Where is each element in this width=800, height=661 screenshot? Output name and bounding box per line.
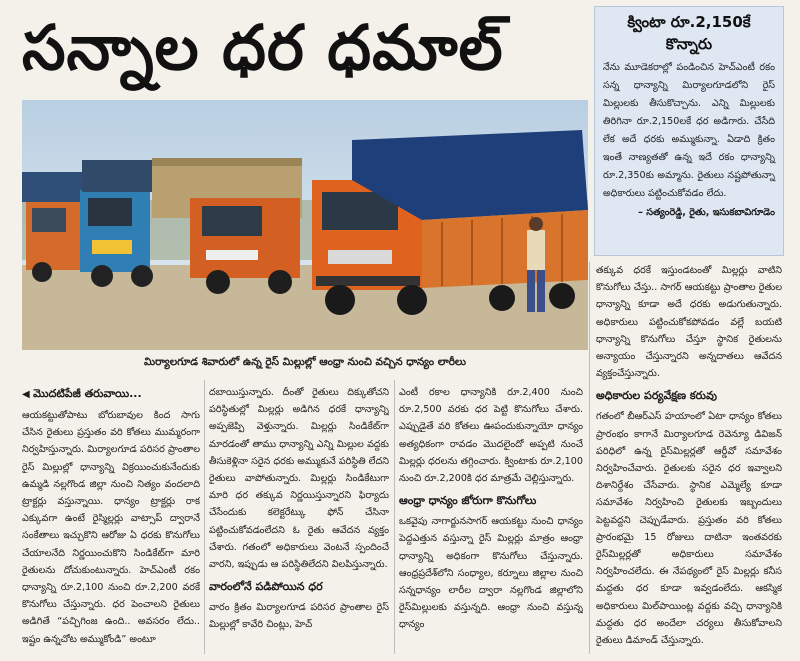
- column-3-paragraph-2: ఒకవైపు నాగార్జునసాగర్ ఆయకట్టు నుంచి ధాన్యం పెద్దఎత్తున వస్తున్నా రైస్ మిల్లర్లు మాత్రం ఆంధ్రా ధాన్యాన్ని అధికంగా కొనుగోలు చేస్తున్నారు. ఆంధ్రప్రదేశ్‌లోని సంధ్యాల, కర్నూలు జిల్లాల నుంచి సన్నధాన్యం లారీల ద్వారా నల్లగొండ జిల్లాలోని రైస్‌మిల్లులకు వస్తున్నది. ఆంధ్రా నుంచి వస్తున్న ధాన్యం: [399, 516, 583, 631]
- column-3-paragraph-1: ఎంటీ రకాల ధాన్యానికి రూ.2,400 నుంచి రూ.2,500 వరకు ధర పెట్టి కొనుగోలు చేశారు. ఎప్పుడైతే వరి కోతలు ఊపందుకున్నాయో ధాన్యం అత్యధికంగా రావడం మొదలైందో అప్పటి నుంచే మిల్లర్లు ధరలను తగ్గించారు. క్వింటాకు రూ.2,100 నుంచి రూ.2,200కి ధర మాత్రమే చెల్లిస్తున్నారు.: [399, 387, 583, 485]
- column-1-paragraph: ఆయకట్టుతోపాటు బోరుబావుల కింద సాగు చేసిన రైతులు ప్రస్తుతం వరి కోతలు ముమ్మరంగా నిర్వహిస్తున్నారు. మిర్యాలగూడ పరిసర ప్రాంతాల రైస్ మిల్లుల్లో ధాన్యాన్ని విక్రయించుకునేందుకు ఉమ్మడి నల్లగొండ జిల్లా నుంచి నిత్యం వందలాది ట్రాక్టర్లు వస్తున్నాయి. ధాన్యం ట్రాక్టర్లు రాక ఎక్కువగా ఉంటే రైస్మిల్లర్లు వాట్సాప్ ద్వారానే సంకేతాలు ఇచ్చుకొని ఆరోజు ఏ ధరకు కొనుగోలు చేయాలనేది నిర్ణయించుకొని సిండికేట్‌గా మారి రైతులను దోచుకుంటున్నారు. హెచ్ఎంటీ రకం ధాన్యాన్ని రూ.2,100 నుంచి రూ.2,200 వరకే కొనుగోలు చేస్తున్నారు. ధర పెంచాలని రైతులు అడిగితే “పచ్చిగింజ ఉంది.. అవసరం లేదు.. ఇష్టం ఉన్నచోట అమ్ముకోండి” అంటూ: [22, 410, 200, 645]
- arrow-icon: ◀: [22, 389, 34, 400]
- column-1-subheading: ◀ మొదటిపేజీ తరువాయి...: [22, 387, 142, 400]
- quote-signature: – సత్యంరెడ్డి, రైతు, ఇసుకబావిగూడెం: [638, 207, 775, 218]
- column-1: [22, 380, 200, 661]
- headline: సన్నాల ధర ధమాల్: [22, 11, 504, 84]
- column-4: [596, 262, 782, 661]
- photo-caption: మిర్యాలగూడ శివారులో ఉన్న రైస్ మిల్లుల్లో ఆంధ్రా నుంచి వచ్చిన ధాన్యం లారీలు: [143, 356, 467, 368]
- column-divider: [204, 380, 205, 654]
- column-divider: [589, 262, 590, 654]
- farmer-quote-box: [594, 6, 784, 256]
- column-divider: [394, 380, 395, 654]
- column-4-paragraph-2: గతంలో బీఆర్ఎస్ హయాంలో ఏటా ధాన్యం కోతలు ప్రారంభం కాగానే మిర్యాలగూడ రెవెన్యూ డివిజన్ పరిధిలో ఉన్న రైస్‌మిల్లర్లతో ఆర్డీవో సమావేశం నిర్వహించేవారు. రైతులకు సరైన ధర ఇవ్వాలని దిశానిర్దేశం చేసేవారు. స్థానిక ఎమ్మెల్యే కూడా సమావేశం నిర్వహించి రైతులకు ఇబ్బందులు పెట్టవద్దని చెప్పుడేవారు. ప్రస్తుతం వరి కోతలు ప్రారంభమై 15 రోజులు దాటినా ఇంతవరకు రైస్‌మిల్లర్లతో అధికారులు సమావేశం నిర్వహించలేదు. ఈ నేపథ్యంలో రైస్ మిల్లర్లు కనీస మద్దతు ధర కూడా ఇవ్వడంలేదు. ఆకస్మిక అధికారులు మిల్‌పాయింట్ల వద్దకు వచ్చి ధాన్యానికి మద్దతు ధర అందేలా చర్యలు తీసుకోవాలని రైతులు డిమాండ్ చేస్తున్నారు.: [596, 411, 782, 647]
- quote-title-line2: కొన్నారు: [665, 35, 713, 53]
- column-2-subheading: వారంలోనే పడిపోయిన ధర: [209, 580, 323, 594]
- trucks-photo-illustration: [22, 100, 588, 350]
- column-4-paragraph-1: తక్కువ ధరకే ఇస్తుండటంతో మిల్లర్లు వాటిని కొనుగోలు చేస్తు.. సాగర్ ఆయకట్టు ప్రాంతాల రైతుల ధాన్యాన్ని కూడా అదే ధరకు అడుగుతున్నారు. అధికారులు పట్టించుకోకపోవడం వల్లే బయటి ధాన్యాన్ని కొనుగోలు చేస్తూ స్థానిక రైతులను అన్యాయం చేస్తున్నారని అన్నదాతలు ఆవేదన వ్యక్తంచేస్తున్నారు.: [596, 265, 782, 380]
- quote-title: [595, 7, 783, 55]
- news-photo: [22, 100, 588, 350]
- column-3-subheading: ఆంధ్రా ధాన్యం జోరుగా కొనుగోలు: [399, 494, 537, 508]
- column-3: [399, 384, 583, 661]
- quote-title-line1: క్వింటా రూ.2,150కే: [627, 13, 751, 31]
- column-2-paragraph-1: దబాయిస్తున్నారు. దీంతో రైతులు దిక్కుతోచని పరిస్థితుల్లో మిల్లర్లు అడిగిన ధరకే ధాన్యాన్ని అప్పజెప్పి వెళ్తున్నారు. మిల్లర్లు సిండికేట్‌గా మారడంతో తాము ధాన్యాన్ని ఎన్ని మిల్లుల వద్దకు తీసుకెళ్లినా సరైన ధరకు అమ్ముకునే పరిస్థితి లేదని రైతులు వాపోతున్నారు. మిల్లర్లు సిండికేటుగా మారి ధర తక్కువ నిర్ణయిస్తున్నారని ఫిర్యాదు చేసేందుకు కలెక్టరేట్కు ఫోన్ చేసినా పట్టించుకోవడంలేదని ఓ రైతు ఆవేదన వ్యక్తం చేశారు. గతంలో అధికారులు వెంటనే స్పందించే వారని, ఇప్పుడు ఆ పరిస్థితిలేదని విలపిస్తున్నారు.: [209, 387, 389, 571]
- column-2-paragraph-2: వారం క్రితం మిర్యాలగూడ పరిసర ప్రాంతాల రైస్ మిల్లుల్లో కావేరి చింట్లు, హెచ్: [209, 602, 389, 631]
- column-2: [209, 384, 389, 661]
- column-4-subheading: అధికారుల పర్యవేక్షణ కరువు: [596, 389, 717, 403]
- quote-body: నేను మూడెకరాల్లో పండించిన హెచ్ఎంటీ రకం సన్న ధాన్యాన్ని మిర్యాలగూడలోని రైస్ మిల్లులకు తీసుకొచ్చాను. ఎన్ని మిల్లులకు తిరిగినా రూ.2,150లకే ధర అడిగారు. చేసేది లేక అదే ధరకు అమ్ముకున్నా. ఏడాది క్రితం ఇంతే నాణ్యతతో ఉన్న ఇదే రకం ధాన్యాన్ని రూ.2,350కు అమ్మాను. రైతులు నష్టపోతున్నా అధికారులు పట్టించుకోవడం లేదు.: [603, 62, 775, 199]
